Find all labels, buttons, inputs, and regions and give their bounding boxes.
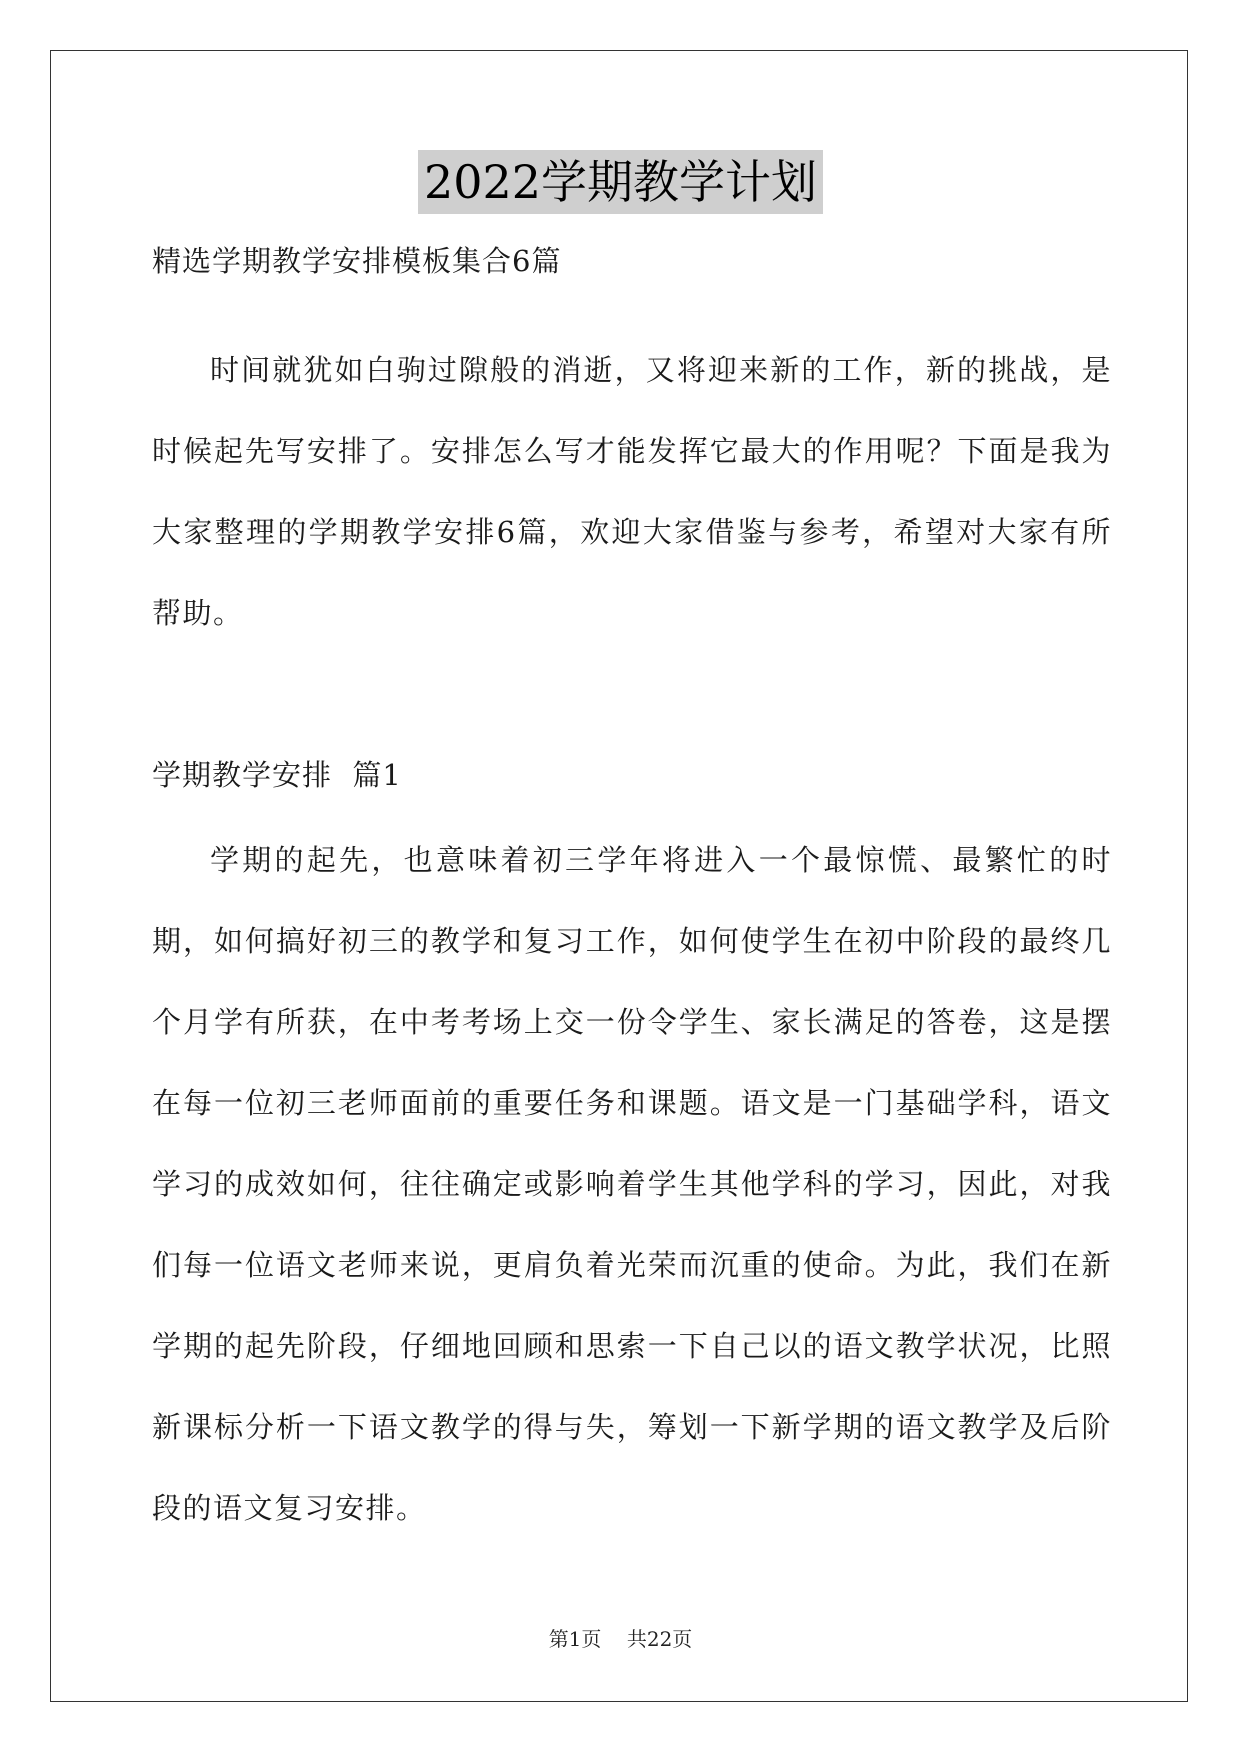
- intro-paragraph: 时间就犹如白驹过隙般的消逝，又将迎来新的工作，新的挑战，是时候起先写安排了。安排怎么写才能发挥它最大的作用呢？下面是我为大家整理的学期教学安排6篇，欢迎大家借鉴与参考，希望对大家有所帮助。: [152, 353, 1112, 630]
- page-footer: 第1页 共22页: [548, 1627, 693, 1651]
- title-container: [0, 150, 1241, 214]
- document-title: 2022学期教学计划: [418, 150, 823, 214]
- document-subtitle: 精选学期教学安排模板集合6篇: [152, 244, 562, 278]
- section-heading: 学期教学安排 篇1: [152, 758, 402, 792]
- section-paragraph: 学期的起先，也意味着初三学年将进入一个最惊慌、最繁忙的时期，如何搞好初三的教学和复习工作，如何使学生在初中阶段的最终几个月学有所获，在中考考场上交一份令学生、家长满足的答卷，这是摆在每一位初三老师面前的重要任务和课题。语文是一门基础学科，语文学习的成效如何，往往确定或影响着学生其他学科的学习，因此，对我们每一位语文老师来说，更肩负着光荣而沉重的使命。为此，我们在新学期的起先阶段，仔细地回顾和思索一下自己以的语文教学状况，比照新课标分析一下语文教学的得与失，筹划一下新学期的语文教学及后阶段的语文复习安排。: [152, 843, 1112, 1525]
